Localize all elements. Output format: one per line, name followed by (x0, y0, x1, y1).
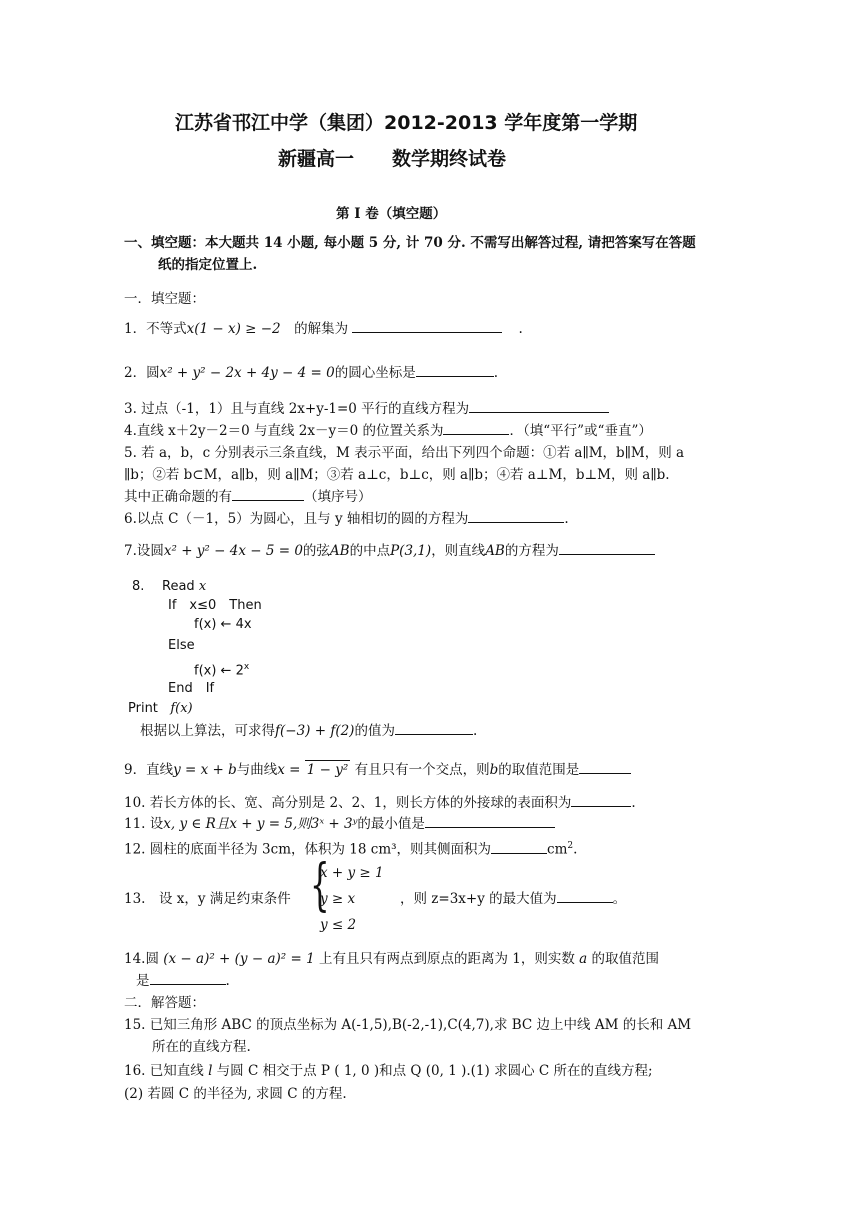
exam-title-line-2: 新疆高一 数学期终试卷 (278, 148, 507, 170)
constraint-brace: { (310, 853, 330, 918)
question-13-prefix: 13. 设 x，y 满足约束条件 (124, 891, 291, 907)
constraint-3: y ≤ 2 (320, 917, 357, 933)
question-14-line-2: 是 . (136, 973, 230, 989)
instructions-line-1: 一、填空题：本大题共 14 小题, 每小题 5 分, 计 70 分. 不需写出解答过程, 请把答案写在答题 (124, 235, 696, 251)
constraint-2: y ≥ x (320, 891, 356, 907)
instructions-line-2: 纸的指定位置上. (158, 257, 258, 273)
question-5-line-2: ∥b；②若 b⊂M，a∥b，则 a∥M；③若 a⊥c，b⊥c，则 a∥b；④若 a⊥M，b⊥M，则 a∥b. (124, 467, 670, 483)
question-6: 6.以点 C（－1，5）为圆心，且与 y 轴相切的圆的方程为 . (124, 511, 569, 527)
algo-assign-1: f(x) ← 4x (194, 617, 252, 632)
question-8-text: 根据以上算法，可求得f(−3) + f(2)的值为 . (140, 723, 478, 739)
question-9: 9．直线y = x + b与曲线x = 1 − y² 有且只有一个交点，则b的取值范围是 (124, 760, 631, 779)
question-11: 11. 设x, y ∈ R且x + y = 5,则3ˣ + 3ʸ的最小值是 (124, 815, 555, 833)
question-7: 7.设圆x² + y² − 4x − 5 = 0的弦AB的中点P(3,1)，则直线AB的方程为 (124, 542, 655, 560)
question-15-line-2: 所在的直线方程. (152, 1039, 251, 1055)
question-12: 12. 圆柱的底面半径为 3cm，体积为 18 cm³，则其侧面积为 $cm^2$. (124, 841, 578, 858)
algo-else: Else (168, 638, 195, 653)
question-16-line-1: 16. 已知直线 l 与圆 C 相交于点 P ( 1, 0 )和点 Q (0, 1 ).(1) 求圆心 C 所在的直线方程; (124, 1063, 653, 1079)
algo-if: If x≤0 Then (168, 598, 262, 613)
part-one-heading: 一．填空题： (124, 291, 205, 307)
question-16-line-2: (2) 若圆 C 的半径为, 求圆 C 的方程. (124, 1086, 347, 1102)
section-heading: 第 I 卷（填空题） (336, 206, 447, 222)
question-5-line-3: 其中正确命题的有 （填序号） (124, 489, 372, 505)
question-13-suffix: ，则 z=3x+y 的最大值为 。 (400, 891, 627, 907)
question-1: 1．不等式x(1 − x) ≥ −2 的解集为 . (124, 321, 523, 337)
constraint-1: x + y ≥ 1 (320, 865, 384, 881)
question-4: 4.直线 x＋2y－2＝0 与直线 2x－y＝0 的位置关系为 ．（填“平行”或“垂直”） (124, 423, 652, 439)
part-two-heading: 二．解答题： (124, 995, 205, 1011)
question-2: 2．圆x² + y² − 2x + 4y − 4 = 0的圆心坐标是 . (124, 365, 499, 381)
algo-assign-2: f(x) ← 2$^x$ (194, 662, 250, 679)
algo-print: Print f(x) (128, 701, 193, 716)
question-5-line-1: 5. 若 a，b，c 分别表示三条直线，M 表示平面，给出下列四个命题：①若 a∥M，b∥M，则 a (124, 445, 685, 461)
question-8-number: 8. (132, 579, 145, 594)
question-15-line-1: 15. 已知三角形 ABC 的顶点坐标为 A(-1,5),B(-2,-1),C(4,7),求 BC 边上中线 AM 的长和 AM (124, 1017, 692, 1033)
question-10: 10. 若长方体的长、宽、高分别是 2、2、1，则长方体的外接球的表面积为 . (124, 795, 636, 811)
question-3: 3. 过点（-1，1）且与直线 2x+y-1=0 平行的直线方程为 (124, 400, 609, 418)
algo-end-if: End If (168, 681, 215, 696)
question-14-line-1: 14.圆 (x − a)² + (y − a)² = 1 上有且只有两点到原点的距离为 1，则实数 a 的取值范围 (124, 951, 659, 967)
exam-title-line-1: 江苏省邗江中学（集团）2012-2013 学年度第一学期 (175, 112, 638, 134)
algo-read: Read x (162, 579, 207, 594)
